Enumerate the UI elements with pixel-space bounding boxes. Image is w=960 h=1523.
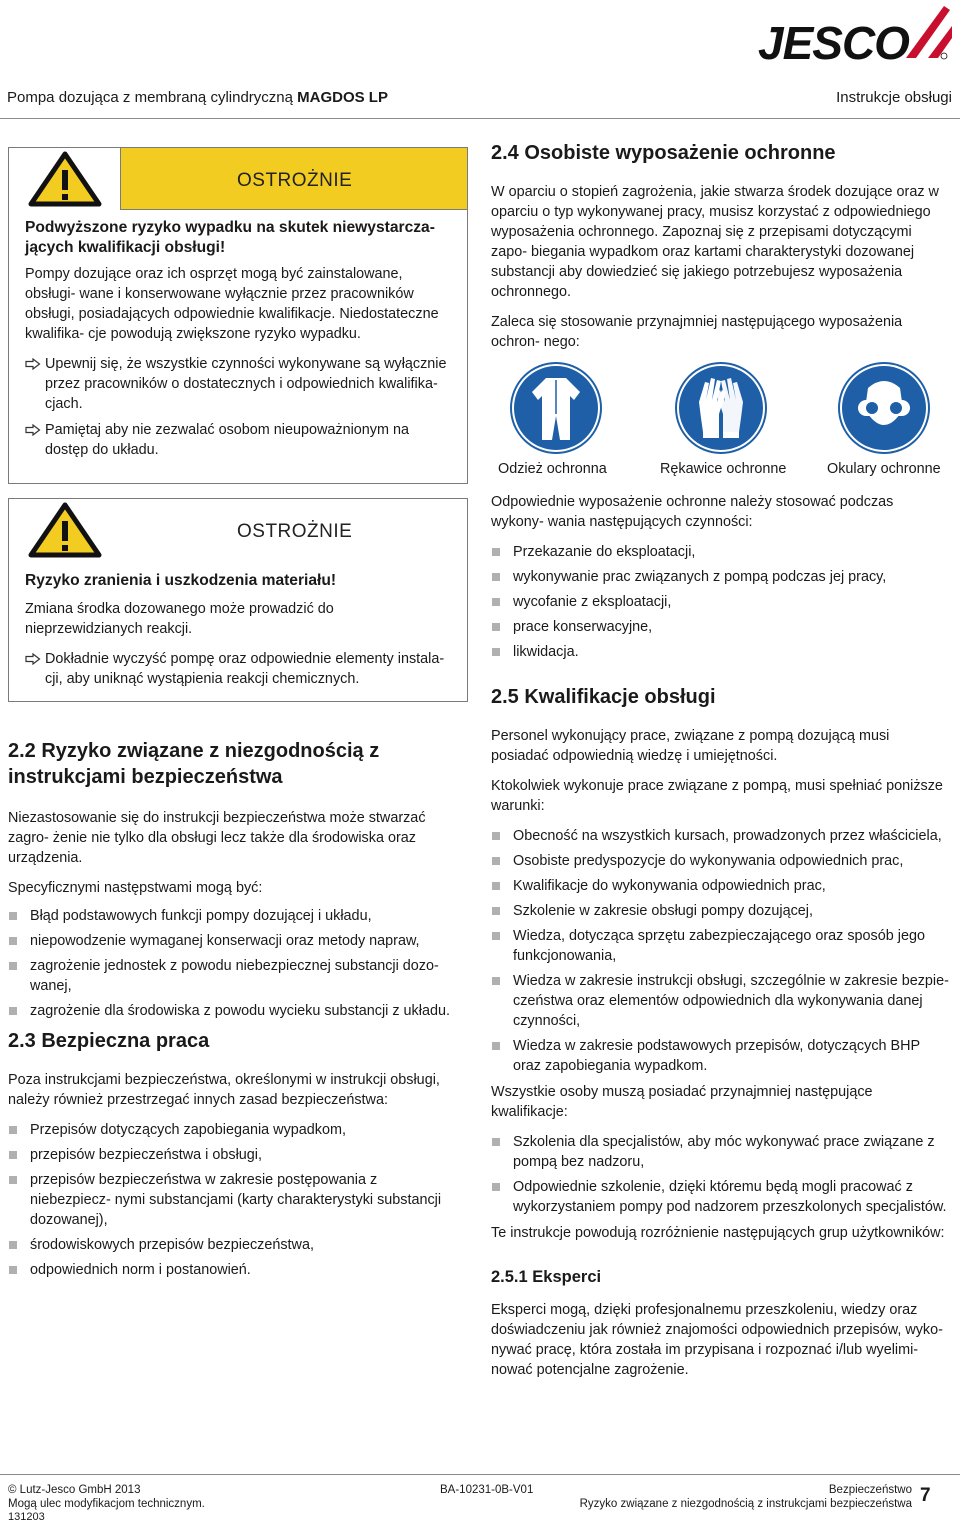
ppe-caption: Odzież ochronna — [498, 461, 607, 477]
footer-copyright: © Lutz-Jesco GmbH 2013 — [8, 1484, 141, 1496]
caution-action-text: Dokładnie wyczyść pompę oraz odpowiednie elementy instala- cji, aby uniknąć wystąpienia reakcji chemicznych. — [45, 651, 445, 687]
protective-gloves-icon — [675, 362, 767, 454]
caution-box-qualification — [8, 147, 468, 484]
list-item: Błąd podstawowych funkcji pompy dozującej i układu, — [8, 906, 460, 926]
caution-title: OSTROŻNIE — [237, 521, 353, 542]
arrow-right-icon — [25, 358, 41, 370]
bullet-list — [491, 1132, 949, 1217]
square-bullet-icon — [492, 977, 500, 985]
square-bullet-icon — [492, 648, 500, 656]
page-number: 7 — [920, 1485, 931, 1506]
caution-title: OSTROŻNIE — [237, 170, 353, 191]
square-bullet-icon — [492, 623, 500, 631]
document-title-prefix: Pompa dozująca z membraną cylindryczną — [7, 89, 298, 106]
caution-action-text: Upewnij się, że wszystkie czynności wykonywane są wyłącznie przez pracowników o dostatecznych i odpowiednich kwalifika- cjach. — [45, 356, 447, 412]
paragraph: Eksperci mogą, dzięki profesjonalnemu przeszkoleniu, wiedzy oraz doświadczeniu jak również znajomości odpowiednich przepisów, wyko- nywać pracę, która została im przypisana i rozpoznać i/lub wyelimi- nować potencjalne zagrożenie. — [491, 1302, 943, 1378]
square-bullet-icon — [492, 548, 500, 556]
section-2-3 — [8, 1028, 460, 1285]
section-2-4-activities — [491, 492, 949, 667]
list-item: Kwalifikacje do wykonywania odpowiednich prac, — [491, 876, 949, 896]
footer-chapter: Bezpieczeństwo — [828, 1484, 912, 1496]
square-bullet-icon — [492, 1183, 500, 1191]
caution-heading: Ryzyko zranienia i uszkodzenia materiału! — [25, 572, 337, 589]
list-item: wykonywanie prac związanych z pompą podczas jej pracy, — [491, 567, 949, 587]
square-bullet-icon — [9, 1266, 17, 1274]
section-2-4 — [491, 140, 949, 352]
square-bullet-icon — [9, 1151, 17, 1159]
section-heading: 2.2 Ryzyko związane z niezgodnością z instrukcjami bezpieczeństwa — [8, 740, 380, 788]
list-item: przepisów bezpieczeństwa w zakresie postępowania z niebezpiecz- nymi substancjami (karty charakterystyki substancji dozowanej), — [8, 1170, 460, 1230]
square-bullet-icon — [9, 1007, 17, 1015]
bullet-list — [491, 826, 949, 1076]
square-bullet-icon — [492, 882, 500, 890]
warning-triangle-icon — [9, 499, 121, 561]
paragraph: Poza instrukcjami bezpieczeństwa, określonymi w instrukcji obsługi, należy również przestrzegać innych zasad bezpieczeństwa: — [8, 1072, 440, 1108]
footer-code: 131203 — [8, 1511, 45, 1523]
list-item: Wiedza w zakresie podstawowych przepisów, dotyczących BHP oraz zapobiegania wypadkom. — [491, 1036, 949, 1076]
jesco-logo — [756, 0, 952, 64]
square-bullet-icon — [492, 573, 500, 581]
safety-goggles-icon — [838, 362, 930, 454]
header-divider — [0, 118, 960, 119]
list-item: Przepisów dotyczących zapobiegania wypadkom, — [8, 1120, 460, 1140]
square-bullet-icon — [492, 932, 500, 940]
list-item: Osobiste predyspozycje do wykonywania odpowiednich prac, — [491, 851, 949, 871]
square-bullet-icon — [9, 1176, 17, 1184]
paragraph: Ktokolwiek wykonuje prace związane z pompą, musi spełniać poniższe warunki: — [491, 778, 943, 814]
list-item: Obecność na wszystkich kursach, prowadzonych przez właściciela, — [491, 826, 949, 846]
square-bullet-icon — [492, 857, 500, 865]
ppe-caption: Okulary ochronne — [827, 461, 941, 477]
bullet-list — [491, 542, 949, 662]
footer-subchapter: Ryzyko związane z niezgodnością z instrukcjami bezpieczeństwa — [579, 1498, 912, 1510]
paragraph: Odpowiednie wyposażenie ochronne należy stosować podczas wykony- wania następujących czynności: — [491, 494, 894, 530]
paragraph: Niezastosowanie się do instrukcji bezpieczeństwa może stwarzać zagro- żenie nie tylko dla obsługi lecz także dla środowiska oraz urządzenia. — [8, 810, 426, 866]
caution-action-item — [25, 649, 455, 689]
square-bullet-icon — [492, 1138, 500, 1146]
arrow-right-icon — [25, 653, 41, 665]
section-heading: 2.4 Osobiste wyposażenie ochronne — [491, 142, 836, 164]
warning-triangle-icon — [9, 148, 121, 210]
list-item: przepisów bezpieczeństwa i obsługi, — [8, 1145, 460, 1165]
list-item: wycofanie z eksploatacji, — [491, 592, 949, 612]
paragraph: Zaleca się stosowanie przynajmniej następującego wyposażenia ochron- nego: — [491, 314, 903, 350]
document-title — [7, 89, 388, 106]
paragraph: Personel wykonujący prace, związane z pompą dozującą musi posiadać odpowiednią wiedzę i umiejętności. — [491, 728, 890, 764]
list-item: likwidacja. — [491, 642, 949, 662]
bullet-list — [8, 906, 460, 1021]
ppe-caption: Rękawice ochronne — [660, 461, 787, 477]
list-item: niepowodzenie wymaganej konserwacji oraz metody napraw, — [8, 931, 460, 951]
footer-divider — [0, 1474, 960, 1475]
list-item: odpowiednich norm i postanowień. — [8, 1260, 460, 1280]
list-item: Przekazanie do eksploatacji, — [491, 542, 949, 562]
caution-box-material — [8, 498, 468, 702]
footer-note: Mogą ulec modyfikacjom technicznym. — [8, 1498, 205, 1510]
caution-action-item — [25, 354, 455, 414]
document-title-model: MAGDOS LP — [297, 89, 388, 106]
list-item: środowiskowych przepisów bezpieczeństwa, — [8, 1235, 460, 1255]
arrow-right-icon — [25, 424, 41, 436]
square-bullet-icon — [492, 598, 500, 606]
square-bullet-icon — [9, 962, 17, 970]
subsection-heading: 2.5.1 Eksperci — [491, 1268, 602, 1286]
warning-triangle-cell — [9, 148, 121, 210]
caution-action-text: Pamiętaj aby nie zezwalać osobom nieupoważnionym na dostęp do układu. — [45, 422, 409, 458]
list-item: zagrożenie jednostek z powodu niebezpiecznej substancji dozo- wanej, — [8, 956, 460, 996]
list-item: Odpowiednie szkolenie, dzięki któremu będą mogli pracować z wykorzystaniem pompy pod nadzorem przeszkolonych specjalistów. — [491, 1177, 949, 1217]
caution-action-item — [25, 420, 455, 460]
section-2-5-1 — [491, 1266, 949, 1380]
document-section: Instrukcje obsługi — [836, 89, 952, 106]
protective-clothing-icon — [510, 362, 602, 454]
list-item: Wiedza, dotycząca sprzętu zabezpieczającego oraz sposób jego funkcjonowania, — [491, 926, 949, 966]
footer-doc-id: BA-10231-0B-V01 — [440, 1484, 534, 1496]
paragraph: W oparciu o stopień zagrożenia, jakie stwarza środek dozujące oraz w oparciu o typ wykonywanej pracy, musisz korzystać z odpowiedniego wyposażenia ochronnego. Zapoznaj się z przepisami dotyczącymi zapo- biegania wypadkom oraz kartami charakterystyki dozowanej substancji aby dowiedzieć się jakiego potrzebujesz wyposażenia ochronnego. — [491, 184, 939, 300]
list-item: zagrożenie dla środowiska z powodu wycieku substancji z układu. — [8, 1001, 460, 1021]
list-item: prace konserwacyjne, — [491, 617, 949, 637]
section-2-5 — [491, 684, 949, 1243]
section-2-2 — [8, 738, 460, 1026]
bullet-list — [8, 1120, 460, 1280]
section-heading: 2.5 Kwalifikacje obsługi — [491, 686, 716, 708]
square-bullet-icon — [492, 907, 500, 915]
square-bullet-icon — [9, 1241, 17, 1249]
square-bullet-icon — [9, 912, 17, 920]
square-bullet-icon — [492, 1042, 500, 1050]
logo-wordmark: JESCO — [758, 17, 909, 64]
paragraph: Wszystkie osoby muszą posiadać przynajmniej następujące kwalifikacje: — [491, 1084, 873, 1120]
section-heading: 2.3 Bezpieczna praca — [8, 1030, 210, 1052]
square-bullet-icon — [492, 832, 500, 840]
warning-triangle-cell — [9, 499, 121, 561]
caution-text: Zmiana środka dozowanego może prowadzić do nieprzewidzianych reakcji. — [25, 601, 334, 637]
paragraph: Te instrukcje powodują rozróżnienie następujących grup użytkowników: — [491, 1225, 945, 1241]
list-item: Wiedza w zakresie instrukcji obsługi, szczególnie w zakresie bezpie- czeństwa oraz elementów odpowiednich dla wykonywania danej czynności, — [491, 971, 949, 1031]
list-item: Szkolenie w zakresie obsługi pompy dozującej, — [491, 901, 949, 921]
paragraph: Specyficznymi następstwami mogą być: — [8, 880, 263, 896]
caution-text: Pompy dozujące oraz ich osprzęt mogą być zainstalowane, obsługi- wane i konserwowane wyłącznie przez pracowników obsługi, posiadających odpowiednie kwalifikacje. Niedostateczne kwalifika- cje powodują zwiększone ryzyko wypadku. — [25, 266, 439, 342]
square-bullet-icon — [9, 1126, 17, 1134]
list-item: Szkolenia dla specjalistów, aby móc wykonywać prace związane z pompą bez nadzoru, — [491, 1132, 949, 1172]
caution-heading: Podwyższone ryzyko wypadku na skutek niewystarcza- jących kwalifikacji obsługi! — [25, 219, 435, 256]
square-bullet-icon — [9, 937, 17, 945]
